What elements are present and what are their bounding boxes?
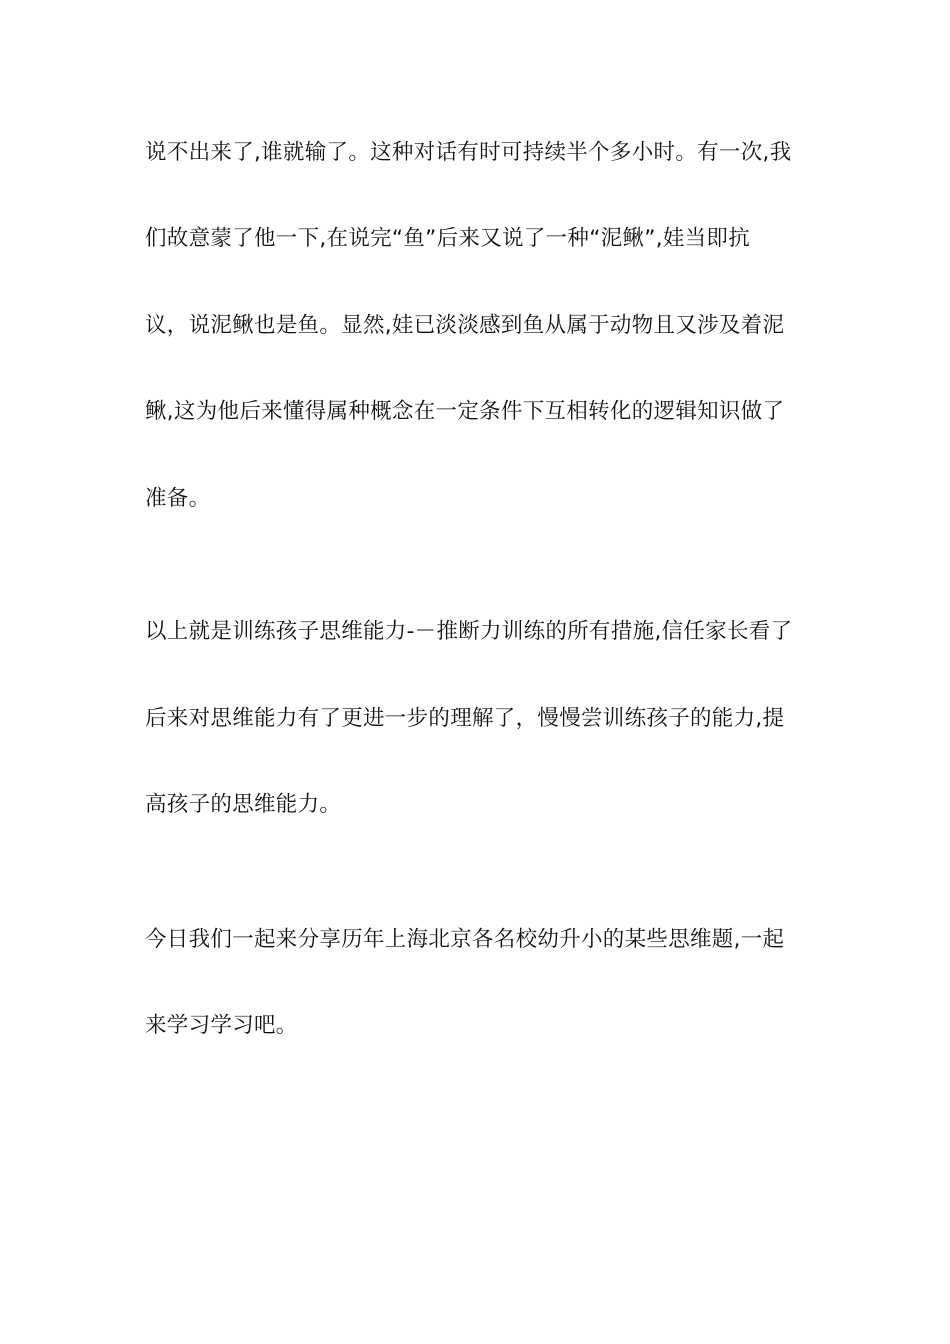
text-line: 来学习学习吧。: [145, 1013, 298, 1038]
text-line: 准备。: [145, 486, 211, 511]
text-line: 高孩子的思维能力。: [145, 792, 342, 817]
text-line: 说不出来了,谁就输了。这种对话有时可持续半个多小时。有一次,我: [145, 140, 792, 165]
text-line: 鳅,这为他后来懂得属种概念在一定条件下互相转化的逻辑知识做了: [145, 399, 785, 424]
text-line: 今日我们一起来分享历年上海北京各名校幼升小的某些思维题,一起: [145, 927, 785, 952]
text-line: 们故意蒙了他一下,在说完“鱼”后来又说了一种“泥鳅”,娃当即抗: [145, 226, 751, 251]
text-line: 议，说泥鳅也是鱼。显然,娃已淡淡感到鱼从属于动物且又涉及着泥: [145, 313, 785, 338]
text-line: 以上就是训练孩子思维能力-－推断力训练的所有措施,信任家长看了: [145, 619, 793, 644]
text-line: 后来对思维能力有了更进一步的理解了，慢慢尝训练孩子的能力,提: [145, 706, 785, 731]
